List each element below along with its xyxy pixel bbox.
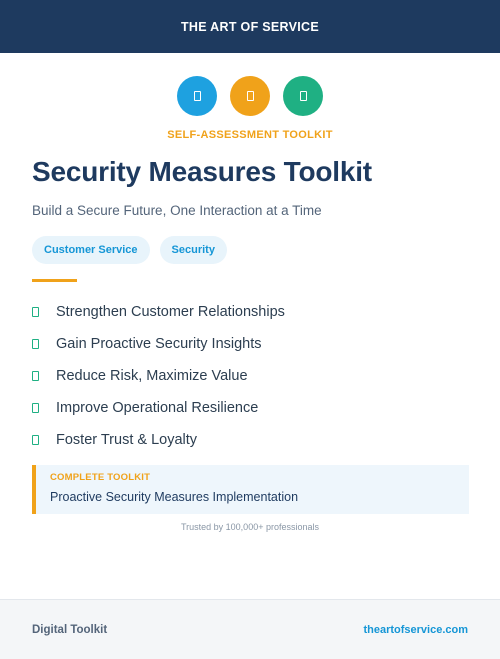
benefit-text: Foster Trust & Loyalty <box>56 432 198 448</box>
document-icon <box>230 76 270 116</box>
benefit-item <box>32 392 285 424</box>
footer-bar <box>0 599 500 659</box>
benefit-item <box>32 296 285 328</box>
brand-name: THE ART OF SERVICE <box>180 19 320 34</box>
benefit-text: Strengthen Customer Relationships <box>56 304 285 320</box>
page-title: Security Measures Toolkit <box>32 156 372 187</box>
kicker-label: SELF-ASSESSMENT TOOLKIT <box>167 129 333 141</box>
benefit-text: Improve Operational Resilience <box>56 400 259 416</box>
document-icon <box>283 76 323 116</box>
benefit-text: Gain Proactive Security Insights <box>56 336 262 352</box>
checkbox-icon <box>32 435 39 445</box>
footer-label: Digital Toolkit <box>32 623 108 636</box>
tag-list <box>32 236 227 264</box>
checkbox-icon <box>32 403 39 413</box>
checkbox-icon <box>32 307 39 317</box>
document-icon <box>177 76 217 116</box>
icon-row <box>0 76 500 116</box>
benefit-item <box>32 360 285 392</box>
trust-note: Trusted by 100,000+ professionals <box>180 522 319 532</box>
header-bar <box>0 0 500 53</box>
tag-security[interactable]: Security <box>160 236 227 264</box>
checkbox-icon <box>32 371 39 381</box>
benefit-item <box>32 424 285 456</box>
website-link[interactable]: theartofservice.com <box>363 623 468 636</box>
callout-text: Proactive Security Measures Implementation <box>50 490 299 504</box>
checkbox-icon <box>32 339 39 349</box>
tag-customer-service[interactable]: Customer Service <box>32 236 150 264</box>
benefit-list <box>32 296 285 456</box>
benefit-item <box>32 328 285 360</box>
toolkit-callout <box>32 465 469 514</box>
accent-divider <box>32 279 77 282</box>
page-subtitle: Build a Secure Future, One Interaction at a Time <box>32 203 322 218</box>
callout-label: COMPLETE TOOLKIT <box>50 472 151 483</box>
benefit-text: Reduce Risk, Maximize Value <box>56 368 248 384</box>
